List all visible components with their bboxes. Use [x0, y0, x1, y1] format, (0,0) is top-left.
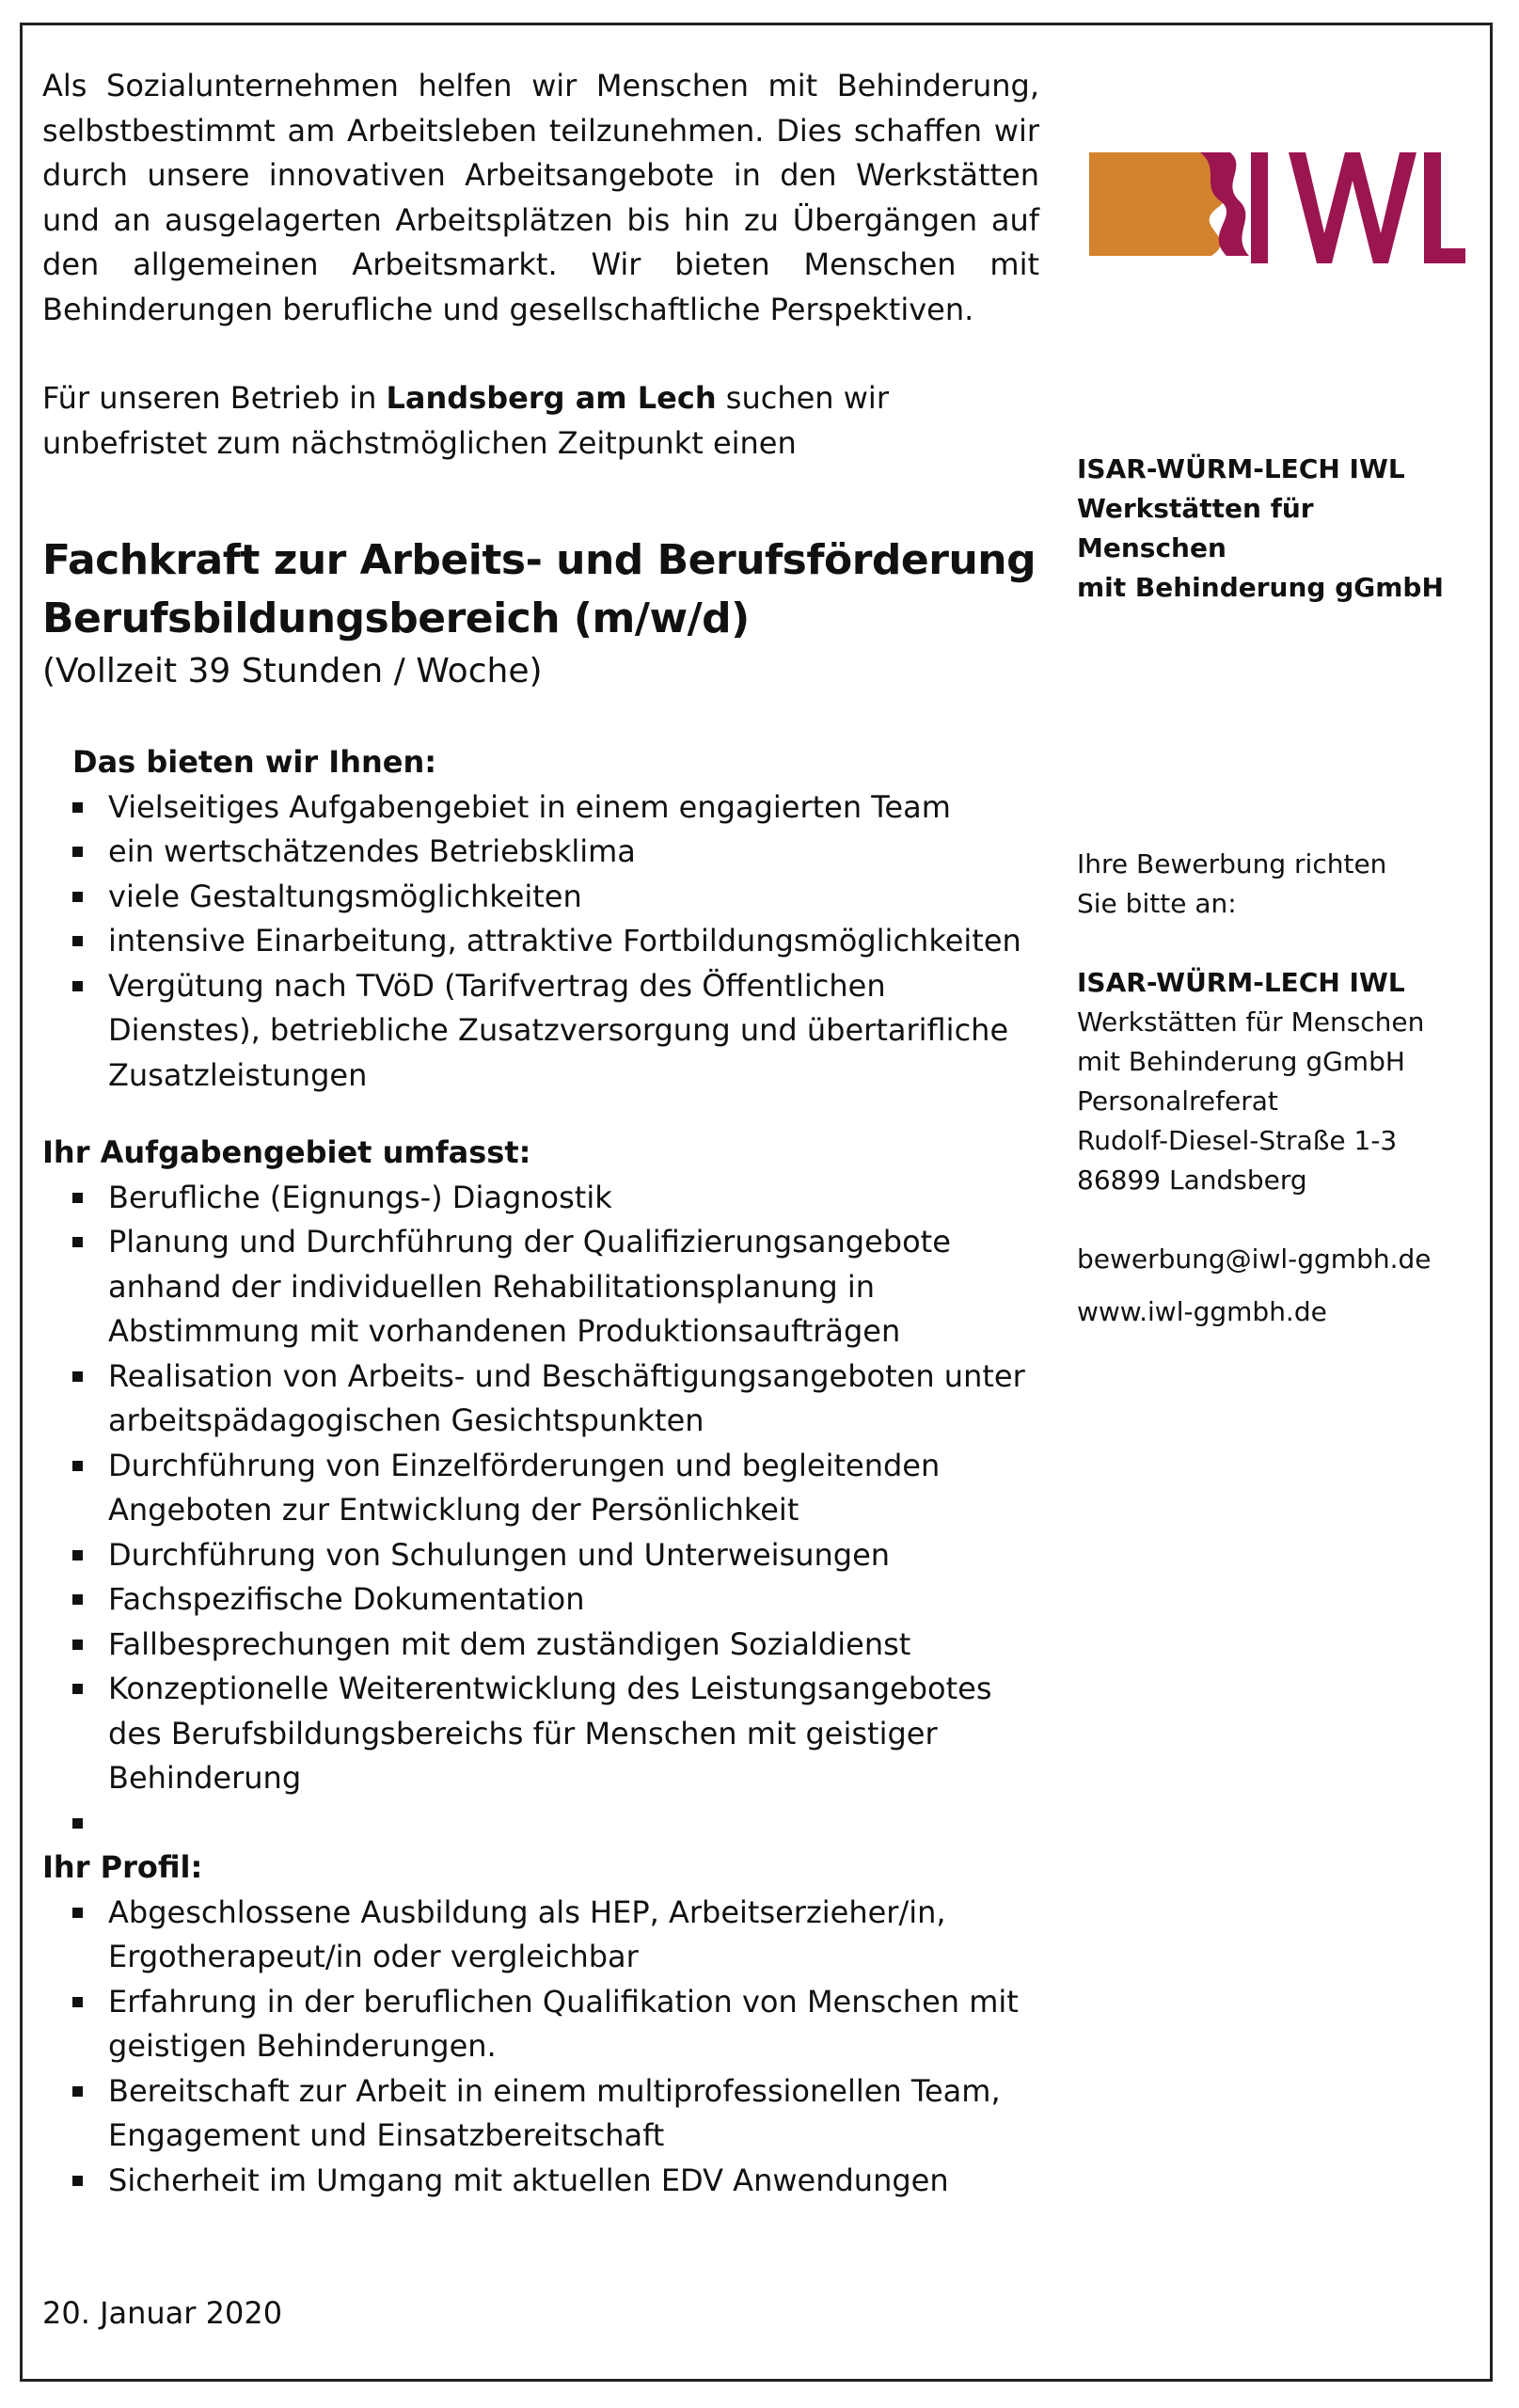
apply-intro-line1: Ihre Bewerbung richten: [1077, 848, 1387, 879]
job-hours: (Vollzeit 39 Stunden / Woche): [42, 652, 543, 690]
logo-bar-i: [1251, 152, 1268, 263]
apply-company-line2: Werkstätten für Menschen: [1077, 1006, 1425, 1038]
logo-letter-l: [1424, 152, 1465, 263]
list-item: Konzeptionelle Weiterentwicklung des Leistungsangebotes des Berufsbildungsbereichs für Menschen mit geistiger Behinderung: [108, 1667, 1039, 1801]
list-item: Sicherheit im Umgang mit aktuellen EDV Anwendungen: [108, 2159, 1039, 2204]
lead-paragraph: [42, 376, 1039, 466]
list-item: Vielseitiges Aufgabengebiet in einem engagierten Team: [108, 785, 1039, 831]
apply-city: 86899 Landsberg: [1077, 1164, 1307, 1196]
company-block: [1077, 450, 1472, 608]
list-item: ein wertschätzendes Betriebsklima: [108, 830, 1039, 875]
lead-location: Landsberg am Lech: [386, 380, 717, 416]
intro-paragraph: Als Sozialunternehmen helfen wir Menschen mit Behinderung, selbstbestimmt am Arbeitsleben teilzunehmen. Dies schaffen wir durch unsere innovativen Arbeitsangebote in den Werkstätten und an ausgelagerten Arbeitsplätzen bis hin zu Übergängen auf den allgemeinen Arbeitsmarkt. Wir bieten Menschen mit Behinderungen berufliche und gesellschaftliche Perspektiven.: [42, 68, 1039, 327]
apply-block: [1077, 845, 1472, 1332]
offer-title: Das bieten wir Ihnen:: [72, 744, 437, 780]
list-item: Fallbesprechungen mit dem zuständigen Sozialdienst: [108, 1623, 1039, 1668]
apply-web-link[interactable]: www.iwl-ggmbh.de: [1077, 1296, 1327, 1327]
lead-text-before: Für unseren Betrieb in: [42, 380, 387, 416]
list-item-empty: [108, 1801, 1039, 1846]
apply-intro-line2: Sie bitte an:: [1077, 888, 1237, 919]
apply-email-link[interactable]: bewerbung@iwl-ggmbh.de: [1077, 1244, 1432, 1275]
list-item: Vergütung nach TVöD (Tarifvertrag des Öffentlichen Dienstes), betriebliche Zusatzversorgung und übertarifliche Zusatzleistungen: [108, 964, 1039, 1099]
iwl-logo: [1089, 143, 1465, 271]
profile-section: [42, 1846, 1039, 1891]
apply-department: Personalreferat: [1077, 1085, 1278, 1117]
apply-street: Rudolf-Diesel-Straße 1-3: [1077, 1125, 1398, 1156]
apply-company-line3: mit Behinderung gGmbH: [1077, 1046, 1405, 1077]
list-item: Durchführung von Einzelförderungen und begleitenden Angeboten zur Entwicklung der Persönlichkeit: [108, 1444, 1039, 1533]
tasks-title: Ihr Aufgabengebiet umfasst:: [42, 1134, 531, 1170]
company-line2: Werkstätten für Menschen: [1077, 493, 1314, 563]
list-item: Berufliche (Eignungs-) Diagnostik: [108, 1176, 1039, 1221]
company-name: ISAR-WÜRM-LECH IWL: [1077, 453, 1405, 484]
list-item: intensive Einarbeitung, attraktive Fortbildungsmöglichkeiten: [108, 919, 1039, 964]
apply-company-name: ISAR-WÜRM-LECH IWL: [1077, 967, 1405, 998]
list-item: Realisation von Arbeits- und Beschäftigungsangeboten unter arbeitspädagogischen Gesichtspunkten: [108, 1354, 1039, 1444]
tasks-section: [42, 1131, 1039, 1176]
list-item: Fachspezifische Dokumentation: [108, 1577, 1039, 1623]
list-item: viele Gestaltungsmöglichkeiten: [108, 875, 1039, 920]
list-item: Bereitschaft zur Arbeit in einem multiprofessionellen Team, Engagement und Einsatzbereitschaft: [108, 2069, 1039, 2159]
tasks-list: [42, 1176, 1039, 1846]
list-item: Planung und Durchführung der Qualifizierungsangebote anhand der individuellen Rehabilitationsplanung in Abstimmung mit vorhandenen Produktionsaufträgen: [108, 1220, 1039, 1354]
profile-list: [42, 1891, 1039, 2204]
logo-orange-block: [1089, 152, 1195, 256]
logo-letter-w: [1289, 152, 1416, 263]
main-column: [42, 64, 1039, 2203]
job-title-line2: Berufsbildungsbereich (m/w/d): [42, 594, 750, 642]
job-title: [42, 531, 1039, 648]
offer-section: [42, 740, 1039, 785]
list-item: Erfahrung in der beruflichen Qualifikation von Menschen mit geistigen Behinderungen.: [108, 1980, 1039, 2069]
job-title-line1: Fachkraft zur Arbeits- und Berufsförderung: [42, 536, 1036, 584]
offer-list: [42, 785, 1039, 1099]
list-item: Abgeschlossene Ausbildung als HEP, Arbeitserzieher/in, Ergotherapeut/in oder vergleichbar: [108, 1891, 1039, 1980]
lead-text-after: suchen wir unbefristet zum nächstmöglichen Zeitpunkt einen: [42, 380, 889, 461]
list-item: Durchführung von Schulungen und Unterweisungen: [108, 1533, 1039, 1578]
document-date: 20. Januar 2020: [42, 2295, 283, 2331]
company-line3: mit Behinderung gGmbH: [1077, 572, 1444, 603]
profile-title: Ihr Profil:: [42, 1849, 203, 1885]
